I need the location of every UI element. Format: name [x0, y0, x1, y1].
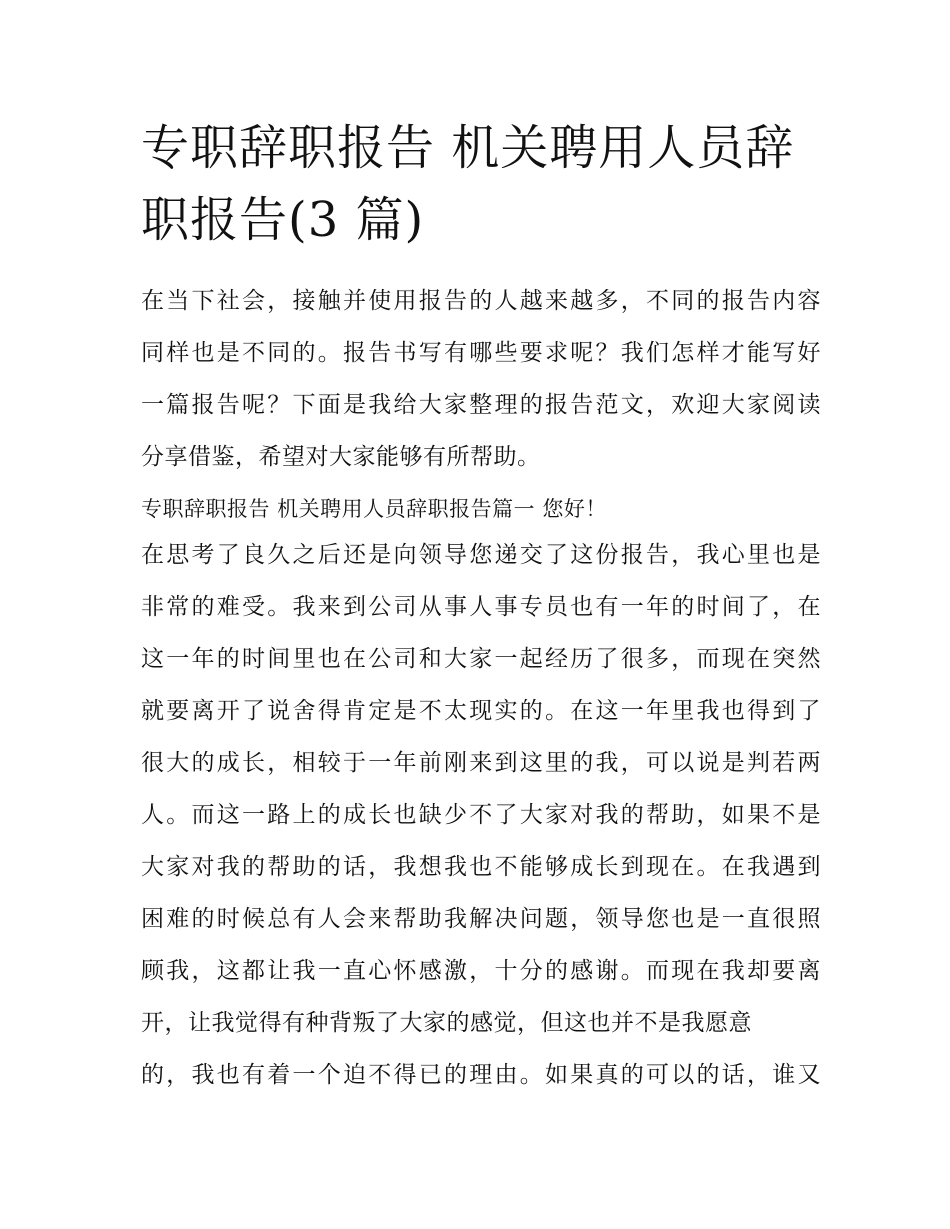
body-line: 人。而这一路上的成长也缺少不了大家对我的帮助，如果不是	[141, 802, 821, 828]
intro-paragraph	[141, 281, 821, 489]
document-body	[141, 281, 821, 1107]
intro-line: 在当下社会，接触并使用报告的人越来越多，不同的报告内容	[141, 288, 821, 314]
body-line: 困难的时候总有人会来帮助我解决问题，领导您也是一直很照	[141, 906, 821, 932]
body-line: 这一年的时间里也在公司和大家一起经历了很多，而现在突然	[141, 646, 821, 672]
title-line-1: 专职辞职报告 机关聘用人员辞	[141, 120, 795, 176]
body-line: 开，让我觉得有种背叛了大家的感觉，但这也并不是我愿意	[141, 1010, 752, 1036]
body-line: 顾我，这都让我一直心怀感激，十分的感谢。而现在我却要离	[141, 958, 821, 984]
body-line: 就要离开了说舍得肯定是不太现实的。在这一年里我也得到了	[141, 698, 821, 724]
section-heading: 专职辞职报告 机关聘用人员辞职报告篇一 您好！	[141, 497, 607, 521]
intro-line: 分享借鉴，希望对大家能够有所帮助。	[141, 444, 541, 470]
body-line: 很大的成长，相较于一年前刚来到这里的我，可以说是判若两	[141, 750, 821, 776]
intro-line: 同样也是不同的。报告书写有哪些要求呢？我们怎样才能写好	[141, 340, 821, 366]
body-line: 的，我也有着一个迫不得已的理由。如果真的可以的话，谁又	[141, 1062, 821, 1088]
body-line: 非常的难受。我来到公司从事人事专员也有一年的时间了，在	[141, 594, 821, 620]
document-title	[141, 112, 821, 256]
body-paragraph	[141, 535, 821, 1107]
body-line: 在思考了良久之后还是向领导您递交了这份报告，我心里也是	[141, 542, 821, 568]
intro-line: 一篇报告呢？下面是我给大家整理的报告范文，欢迎大家阅读	[141, 392, 821, 418]
body-line: 大家对我的帮助的话，我想我也不能够成长到现在。在我遇到	[141, 854, 821, 880]
title-line-2: 职报告(3 篇)	[141, 192, 425, 248]
